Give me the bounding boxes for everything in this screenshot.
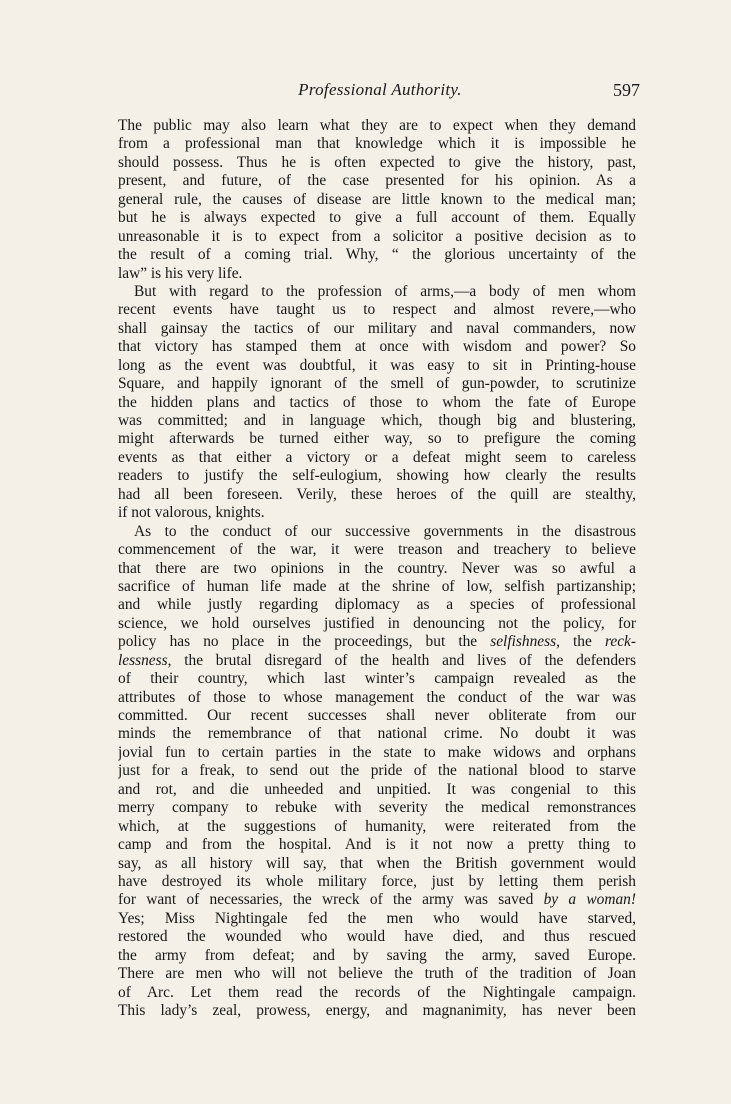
text-line: had all been foreseen. Verily, these heroes of the quill are stealthy, [118,485,636,503]
text-line: Square, and happily ignorant of the smell of gun-powder, to scrutinize [118,375,636,393]
text-line: shall gainsay the tactics of our military and naval commanders, now [118,319,636,337]
text-line: unreasonable it is to expect from a solicitor a positive decision as to [118,227,636,245]
text-line: This lady’s zeal, prowess, energy, and magnanimity, has never been [118,1002,636,1019]
text-line: camp and from the hospital. And is it not now a pretty thing to [118,836,636,854]
text-line: the result of a coming trial. Why, “ the glorious uncertainty of the [118,246,636,264]
text-line: and rot, and die unheeded and unpitied. It was congenial to this [118,780,636,798]
text-line: events as that either a victory or a defeat might seem to careless [118,448,636,466]
text-line: merry company to rebuke with severity the medical remonstrances [118,799,636,817]
text-line: recent events have taught us to respect and almost revere,—who [118,301,636,319]
text-line: jovial fun to certain parties in the state to make widows and orphans [118,743,636,761]
text-line: present, and future, of the case presented for his opinion. As a [118,172,636,190]
text-line: from a professional man that knowledge which it is impossible he [118,135,636,153]
text-line: lessness, the brutal disregard of the health and lives of the defenders [118,651,636,669]
text-line: if not valorous, knights. [118,504,265,522]
text-line: have destroyed its whole military force, just by letting them perish [118,872,636,890]
text-line: general rule, the causes of disease are little known to the medical man; [118,190,636,208]
text-line: As to the conduct of our successive governments in the disastrous [134,522,636,540]
text-line: of their country, which last winter’s campaign revealed as the [118,670,636,688]
text-line: the army from defeat; and by saving the army, saved Europe. [118,946,636,964]
text-line: policy has no place in the proceedings, but the selfishness, the reck- [118,633,636,651]
paragraph [118,117,636,283]
paragraph [118,523,636,1021]
text-line: that victory has stamped them at once with wisdom and power? So [118,338,636,356]
text-line: readers to justify the self-eulogium, showing how clearly the results [118,467,636,485]
text-line: There are men who will not believe the truth of the tradition of Joan [118,965,636,983]
running-title: Professional Authority. [298,80,462,99]
text-line: might afterwards be turned either way, so to prefigure the coming [118,430,636,448]
page-header [120,80,640,106]
text-line: for want of necessaries, the wreck of the army was saved by a woman! [118,891,636,909]
text-line: of Arc. Let them read the records of the Nightingale campaign. [118,983,636,1001]
text-line: and while justly regarding diplomacy as a species of professional [118,596,636,614]
text-line: law” is his very life. [118,264,243,282]
text-line: but he is always expected to give a full account of them. Equally [118,209,636,227]
text-line: which, at the suggestions of humanity, were reiterated from the [118,817,636,835]
body-text [118,117,636,1020]
paragraph [118,283,636,523]
text-line: just for a freak, to send out the pride of the national blood to starve [118,762,636,780]
text-line: science, we hold ourselves justified in denouncing not the policy, for [118,614,636,632]
page-number: 597 [613,80,640,100]
text-line: committed. Our recent successes shall never obliterate from our [118,707,636,724]
text-line: attributes of those to whose management the conduct of the war was [118,688,636,706]
text-line: minds the remembrance of that national crime. No doubt it was [118,725,636,743]
text-line: was committed; and in language which, though big and blustering, [118,412,636,429]
text-line: The public may also learn what they are to expect when they demand [118,117,636,134]
text-line: sacrifice of human life made at the shrine of low, selfish partizanship; [118,577,636,595]
text-line: Yes; Miss Nightingale fed the men who would have starved, [118,909,636,927]
text-line: long as the event was doubtful, it was easy to sit in Printing-house [118,356,636,374]
text-line: commencement of the war, it were treason and treachery to believe [118,541,636,559]
text-line: that there are two opinions in the country. Never was so awful a [118,559,636,577]
text-line: But with regard to the profession of arms,—a body of men whom [134,282,636,300]
text-line: restored the wounded who would have died, and thus rescued [118,928,636,946]
text-line: the hidden plans and tactics of those to whom the fate of Europe [118,393,636,411]
text-line: should possess. Thus he is often expected to give the history, past, [118,153,636,171]
text-line: say, as all history will say, that when the British government would [118,854,636,872]
